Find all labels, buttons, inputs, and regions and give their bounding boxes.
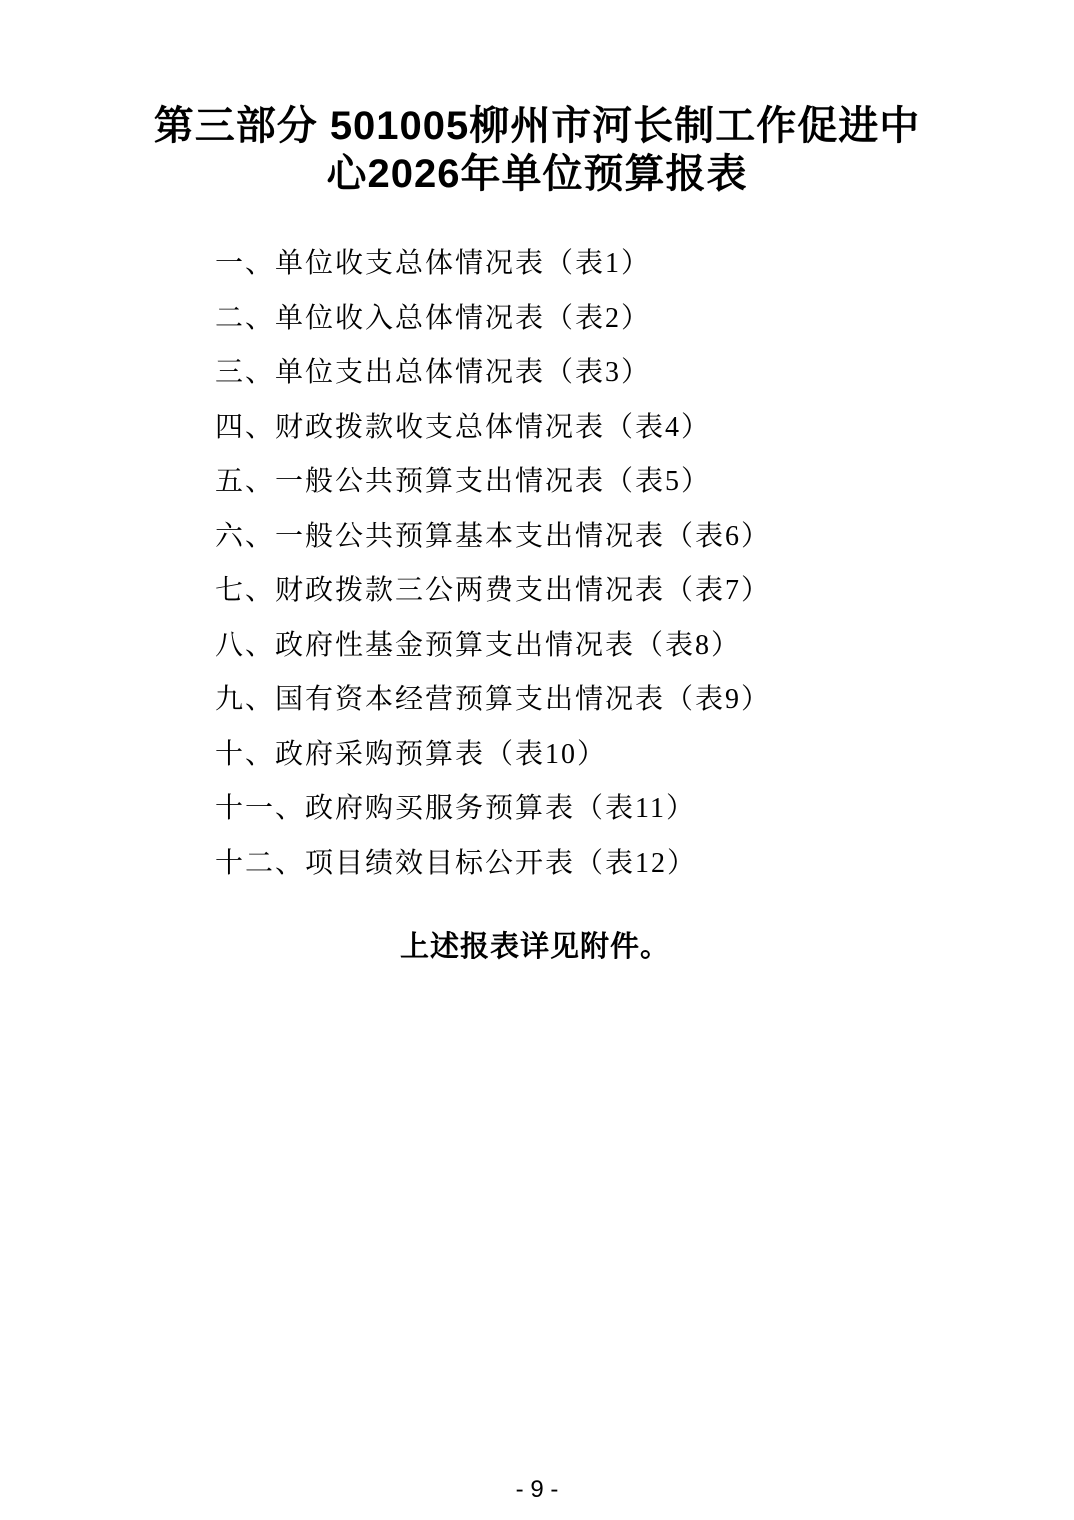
closing-note: 上述报表详见附件。 bbox=[400, 930, 671, 963]
toc-item-9: 九、国有资本经营预算支出情况表（表9） bbox=[215, 684, 772, 715]
toc-item-3: 三、单位支出总体情况表（表3） bbox=[215, 357, 652, 388]
toc-item-7: 七、财政拨款三公两费支出情况表（表7） bbox=[215, 575, 772, 606]
page-title bbox=[0, 0, 1074, 198]
page-title-line-1: 第三部分 501005柳州市河长制工作促进中 bbox=[153, 104, 921, 148]
toc-item-8: 八、政府性基金预算支出情况表（表8） bbox=[215, 629, 742, 661]
toc-item-4: 四、财政拨款收支总体情况表（表4） bbox=[215, 411, 712, 443]
page-number: - 9 - bbox=[515, 1476, 559, 1503]
page-title-line-2: 心2026年单位预算报表 bbox=[326, 152, 748, 196]
toc-item-5: 五、一般公共预算支出情况表（表5） bbox=[215, 466, 712, 497]
toc-item-2: 二、单位收入总体情况表（表2） bbox=[215, 302, 652, 334]
table-of-contents bbox=[0, 250, 1074, 878]
toc-item-6: 六、一般公共预算基本支出情况表（表6） bbox=[215, 520, 772, 552]
toc-item-11: 十一、政府购买服务预算表（表11） bbox=[215, 793, 696, 824]
toc-item-12: 十二、项目绩效目标公开表（表12） bbox=[215, 847, 698, 879]
toc-item-10: 十、政府采购预算表（表10） bbox=[215, 738, 608, 770]
toc-item-1: 一、单位收支总体情况表（表1） bbox=[215, 248, 652, 279]
